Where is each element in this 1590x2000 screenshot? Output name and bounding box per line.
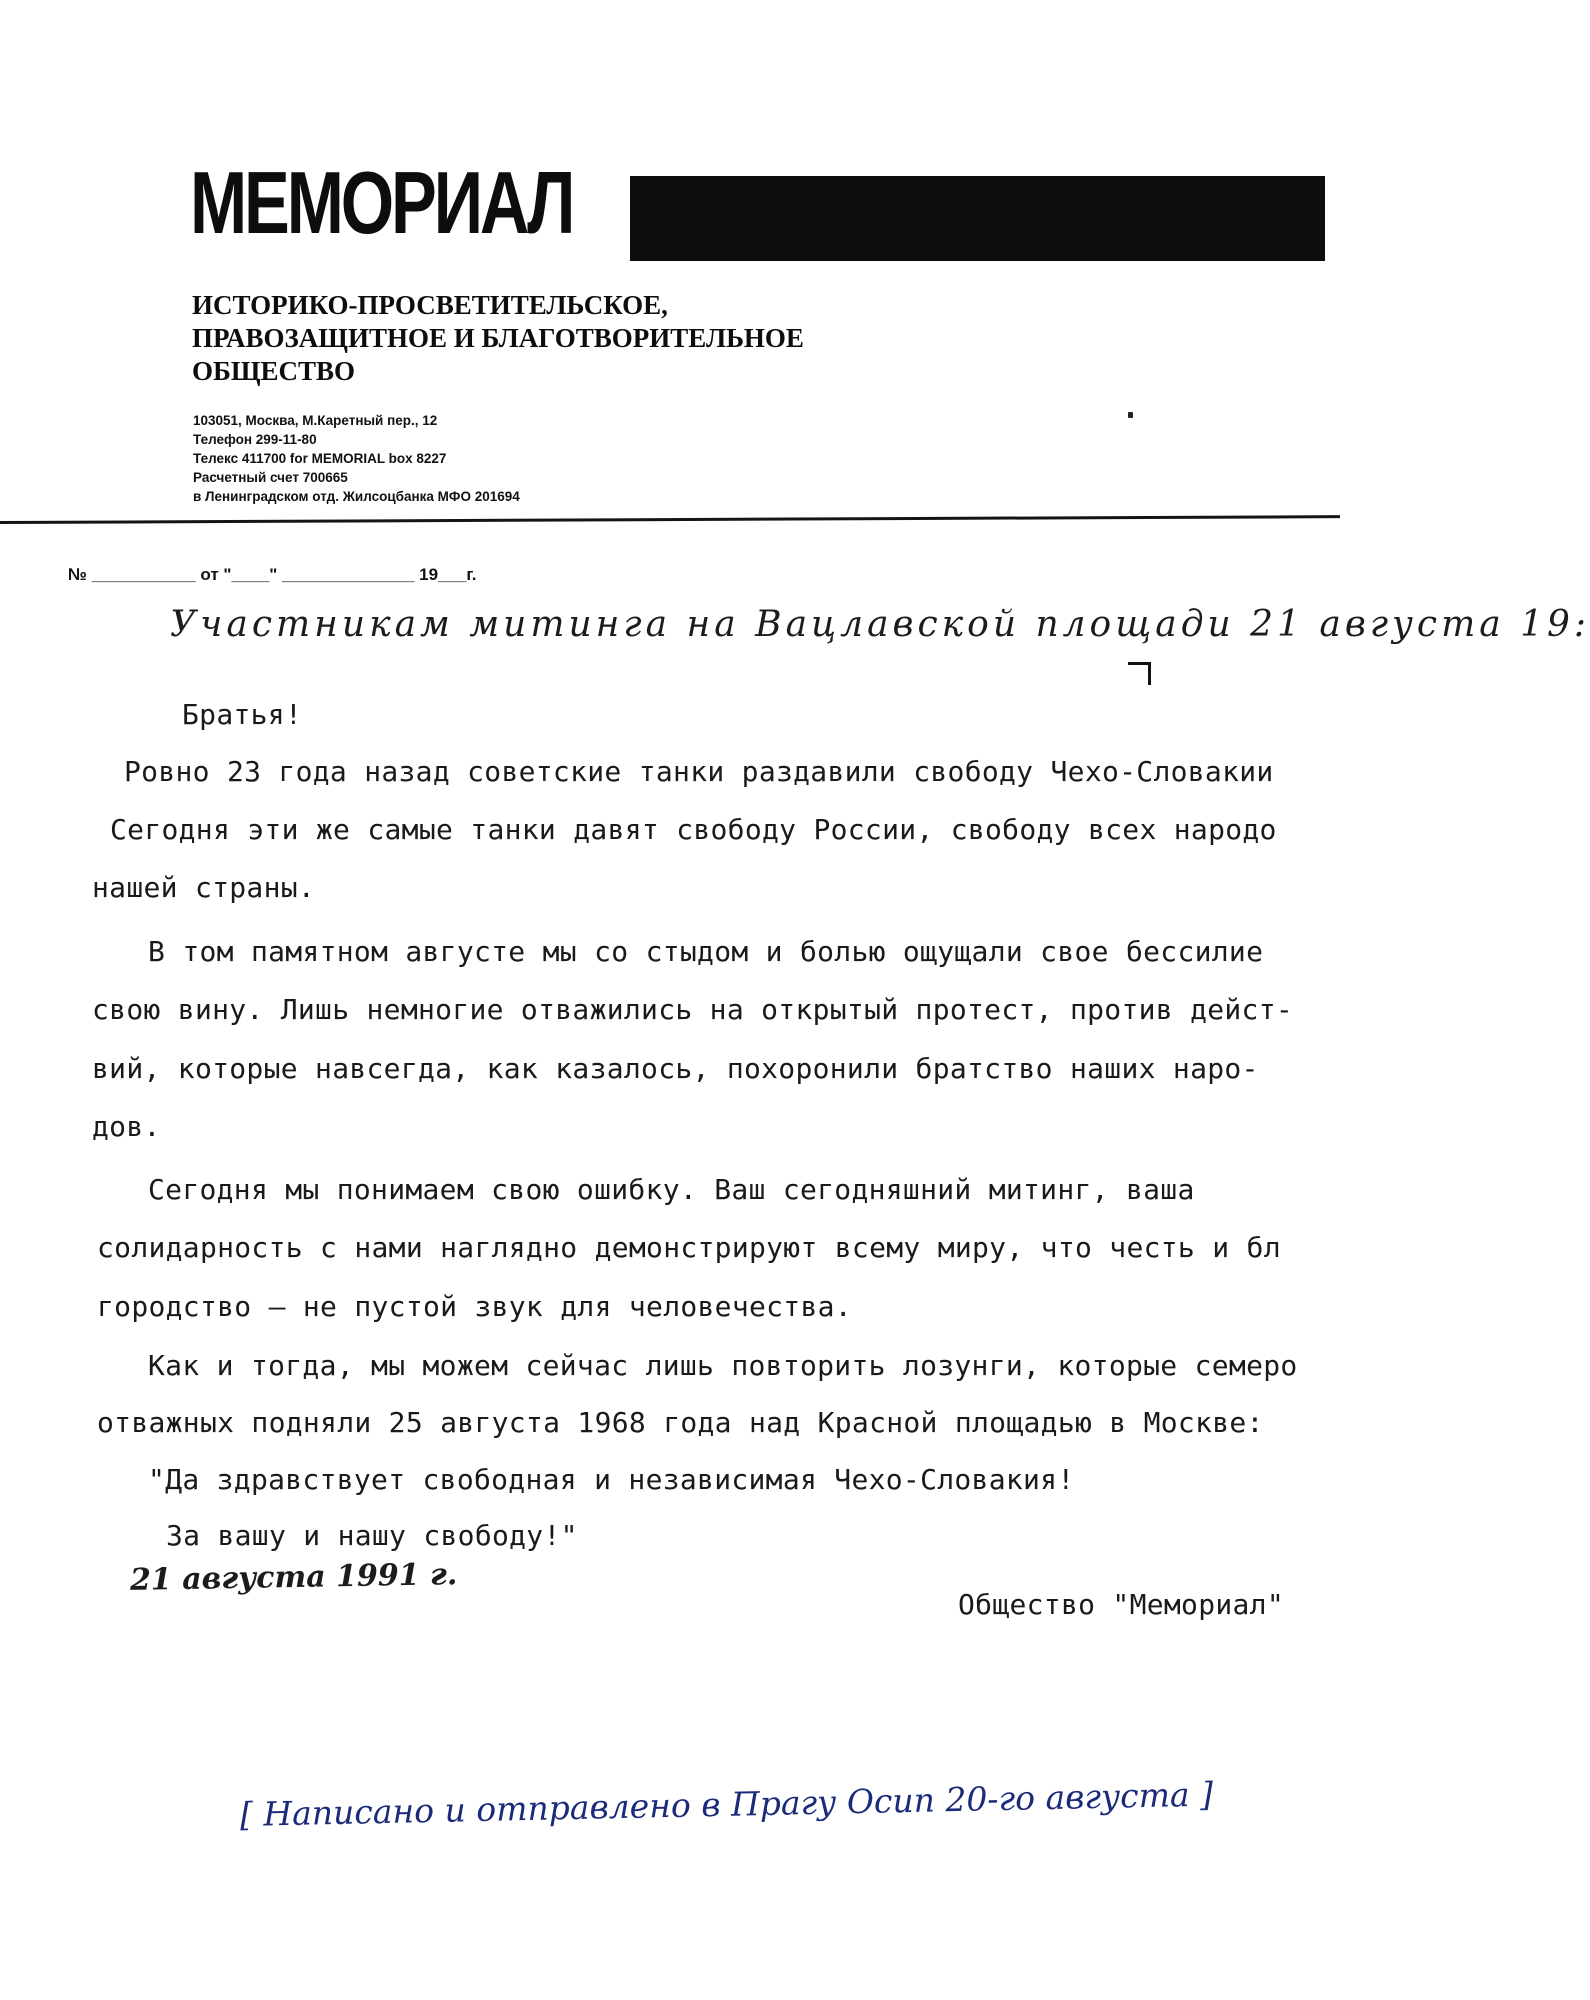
organization-address xyxy=(193,411,793,506)
greeting: Братья! xyxy=(182,698,303,731)
address-line: 103051, Москва, М.Каретный пер., 12 xyxy=(193,413,438,428)
body-line-7: дов. xyxy=(92,1110,161,1143)
body-line-3: нашей страны. xyxy=(92,871,316,904)
reference-number-line: № ___________ от "____" ______________ 19___г. xyxy=(68,565,477,584)
memorial-logo: МЕМОРИАЛ xyxy=(190,153,573,252)
body-line-10: городство — не пустой звук для человечества. xyxy=(97,1290,852,1323)
body-line-5: свою вину. Лишь немногие отважились на открытый протест, против дейст- xyxy=(92,993,1294,1026)
logo-black-bar xyxy=(630,176,1325,261)
letterhead-divider xyxy=(0,515,1340,524)
body-line-13: "Да здравствует свободная и независимая Чехо-Словакия! xyxy=(148,1463,1075,1496)
body-line-11: Как и тогда, мы можем сейчас лишь повторить лозунги, которые семеро xyxy=(148,1349,1298,1382)
signature-society: Общество "Мемориал" xyxy=(958,1588,1284,1621)
body-line-9: солидарность с нами наглядно демонстрируют всему миру, что честь и бл xyxy=(97,1231,1281,1264)
org-line-2: ПРАВОЗАЩИТНОЕ И БЛАГОТВОРИТЕЛЬНОЕ xyxy=(192,323,804,353)
body-line-12: отважных подняли 25 августа 1968 года над Красной площадью в Москве: xyxy=(97,1406,1264,1439)
corner-mark xyxy=(1128,662,1151,685)
account-line: Расчетный счет 700665 xyxy=(193,470,348,485)
handwritten-date: 21 августа 1991 г. xyxy=(129,1557,458,1598)
handwritten-note: [ Написано и отправлено в Прагу Осип 20-го августа ] xyxy=(239,1774,1214,1834)
bank-line: в Ленинградском отд. Жилсоцбанка МФО 201694 xyxy=(193,489,520,504)
org-line-3: ОБЩЕСТВО xyxy=(192,356,356,386)
ink-dot xyxy=(1128,412,1133,418)
body-line-14: За вашу и нашу свободу!" xyxy=(166,1519,578,1552)
handwritten-addressee: Участникам митинга на Вацлавской площади 21 августа 19: xyxy=(170,604,1590,645)
body-line-6: вий, которые навсегда, как казалось, похоронили братство наших наро- xyxy=(92,1052,1259,1085)
body-line-8: Сегодня мы понимаем свою ошибку. Ваш сегодняшний митинг, ваша xyxy=(148,1173,1195,1206)
organization-name xyxy=(192,289,952,388)
telex-line: Телекс 411700 for MEMORIAL box 8227 xyxy=(193,451,447,466)
org-line-1: ИСТОРИКО-ПРОСВЕТИТЕЛЬСКОЕ, xyxy=(192,290,668,320)
body-line-4: В том памятном августе мы со стыдом и болью ощущали свое бессилие xyxy=(148,935,1264,968)
body-line-2: Сегодня эти же самые танки давят свободу России, свободу всех народо xyxy=(110,813,1277,846)
body-line-1: Ровно 23 года назад советские танки раздавили свободу Чехо-Словакии xyxy=(124,755,1274,788)
phone-line: Телефон 299-11-80 xyxy=(193,432,317,447)
